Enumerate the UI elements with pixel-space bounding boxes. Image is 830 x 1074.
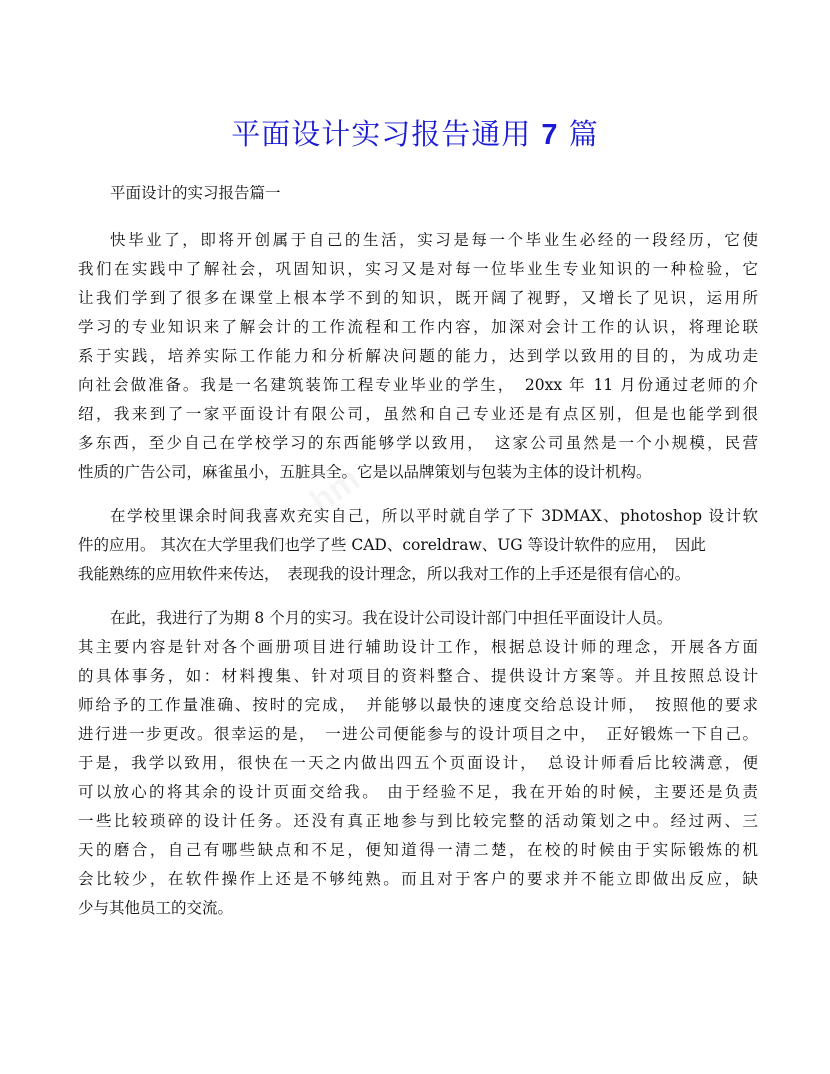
paragraph-line: 天的磨合，自己有哪些缺点和不足，便知道得一清二楚，在校的时候由于实际锻炼的机 xyxy=(78,841,758,859)
paragraph-line: 系于实践，培养实际工作能力和分析解决问题的能力，达到学以致用的目的，为成功走 xyxy=(78,347,758,365)
title-number: 7 xyxy=(541,119,559,151)
paragraph-line: 可以放心的将其余的设计页面交给我。 由于经验不足，我在开始的时候，主要还是负责 xyxy=(78,783,758,801)
paragraph-line: 向社会做准备。我是一名建筑装饰工程专业毕业的学生， 20xx 年 11 月份通过老师的介 xyxy=(78,376,758,394)
paragraph-line: 少与其他员工的交流。 xyxy=(78,899,234,917)
paragraph-line: 件的应用。 其次在大学里我们也学了些 CAD、coreldraw、UG 等设计软件的应用， 因此 xyxy=(78,536,706,554)
title-tail: 篇 xyxy=(568,117,599,151)
paragraph-line: 在学校里课余时间我喜欢充实自己，所以平时就自学了下 3DMAX、photoshop 设计软 xyxy=(110,507,758,525)
section-heading: 平面设计的实习报告篇一 xyxy=(110,184,281,202)
paragraph-line: 性质的广告公司，麻雀虽小，五脏具全。它是以品牌策划与包装为主体的设计机构。 xyxy=(78,463,652,481)
paragraph-line: 我能熟练的应用软件来传达， 表现我的设计理念，所以我对工作的上手还是很有信心的。 xyxy=(78,565,691,583)
paragraph-line: 的具体事务，如：材料搜集、针对项目的资料整合、提供设计方案等。并且按照总设计 xyxy=(78,667,758,685)
title-main: 平面设计实习报告通用 xyxy=(231,117,532,151)
paragraph-line: 一些比较琐碎的设计任务。还没有真正地参与到比较完整的活动策划之中。经过两、三 xyxy=(78,812,758,830)
paragraph-line: 我们在实践中了解社会，巩固知识，实习又是对每一位毕业生专业知识的一种检验，它 xyxy=(78,260,758,278)
paragraph-line: 于是，我学以致用，很快在一天之内做出四五个页面设计， 总设计师看后比较满意，便 xyxy=(78,754,758,772)
paragraph-line: 绍，我来到了一家平面设计有限公司，虽然和自己专业还是有点区别，但是也能学到很 xyxy=(78,405,758,423)
paragraph-line: 多东西，至少自己在学校学习的东西能够学以致用， 这家公司虽然是一个小规模，民营 xyxy=(78,434,758,452)
paragraph-line: 让我们学到了很多在课堂上根本学不到的知识，既开阔了视野，又增长了见识，运用所 xyxy=(78,289,758,307)
paragraph-line: 师给予的工作量准确、按时的完成， 并能够以最快的速度交给总设计师， 按照他的要求 xyxy=(78,696,758,714)
document-title xyxy=(0,112,830,153)
paragraph-line: 快毕业了，即将开创属于自己的生活，实习是每一个毕业生必经的一段经历，它使 xyxy=(110,231,758,249)
paragraph-line: 进行进一步更改。很幸运的是， 一进公司便能参与的设计项目之中， 正好锻炼一下自己。 xyxy=(78,725,758,743)
paragraph-line: 会比较少，在软件操作上还是不够纯熟。而且对于客户的要求并不能立即做出反应，缺 xyxy=(78,870,758,888)
paragraph-line: 在此，我进行了为期 8 个月的实习。我在设计公司设计部门中担任平面设计人员。 xyxy=(110,609,673,627)
paragraph-line: 其主要内容是针对各个画册项目进行辅助设计工作，根据总设计师的理念，开展各方面 xyxy=(78,638,758,656)
paragraph-line: 学习的专业知识来了解会计的工作流程和工作内容，加深对会计工作的认识，将理论联 xyxy=(78,318,758,336)
